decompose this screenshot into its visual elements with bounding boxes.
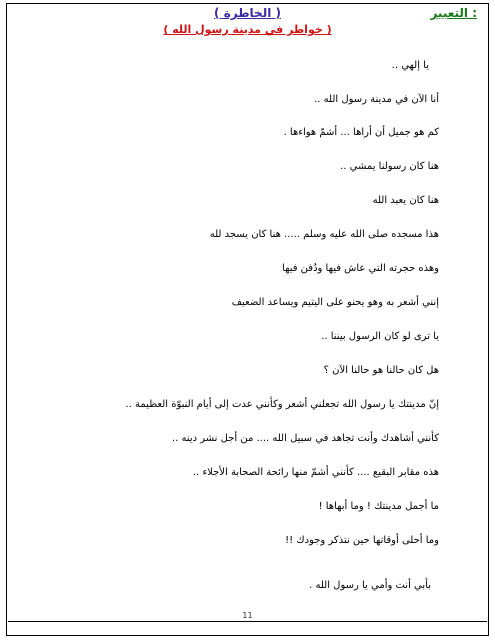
text-line: كأنني أشاهدك وأنت تجاهد في سبيل الله .... من أجل نشر دينه ..	[171, 433, 439, 444]
text-line: هنا كان يعبد الله	[372, 195, 439, 206]
text-line: يا إلهي ..	[391, 60, 429, 71]
text-line: وما أحلى أوقاتها حين نتذكر وجودك !!	[285, 535, 439, 546]
section-label: التعبير :	[430, 6, 477, 20]
text-line: هنا كان رسولنا يمشي ..	[340, 161, 439, 172]
page-subtitle-text: ( خواطر في مدينة رسول الله )	[163, 23, 332, 36]
text-line: بأبي أنت وأمي يا رسول الله .	[309, 580, 431, 591]
text-line: إنّ مدينتك يا رسول الله تجعلني أشعر وكأنني عدت إلى أيام النبوّة العظيمة ..	[125, 399, 439, 410]
text-line: إنني أشعر به وهو يحنو على اليتيم ويساعد الضعيف	[231, 297, 439, 308]
text-line: يا ترى لو كان الرسول بيننا ..	[321, 331, 439, 342]
footer-rule	[8, 621, 487, 622]
text-line: وهذه حجرته التي عاش فيها ودُفن فيها	[282, 263, 439, 274]
text-line: هذا مسجده صلى الله عليه وسلم ..... هنا كان يسجد لله	[209, 229, 439, 240]
text-line: هذه مقابر البقيع .... كأنني أشمّ منها رائحة الصحابة الأجلاء ..	[192, 467, 439, 478]
page-title-text: ( الخاطرة )	[214, 6, 281, 20]
text-line: هل كان حالنا هو حالنا الآن ؟	[323, 365, 439, 376]
text-line: ما أجمل مدينتك ! وما أبهاها !	[318, 501, 439, 512]
text-line: كم هو جميل أن أراها ... أشمّ هواءها .	[283, 127, 439, 138]
page-number: 11	[242, 611, 253, 620]
text-line: أنا الآن في مدينة رسول الله ..	[314, 94, 439, 105]
